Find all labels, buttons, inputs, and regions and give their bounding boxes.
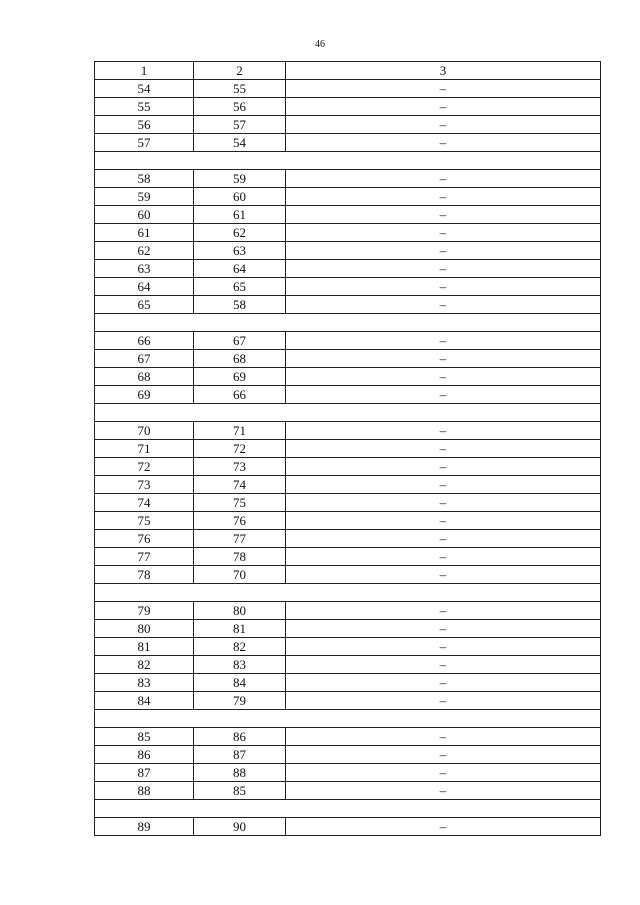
table-cell-col2: 54 — [194, 134, 286, 152]
table-cell-col1: 81 — [95, 638, 194, 656]
separator-cell — [95, 584, 601, 602]
table-cell-col2: 70 — [194, 566, 286, 584]
table-cell-col1: 84 — [95, 692, 194, 710]
table-cell-col1: 73 — [95, 476, 194, 494]
table-cell-col1: 87 — [95, 764, 194, 782]
table-cell-col2: 85 — [194, 782, 286, 800]
table-cell-col3: – — [286, 458, 601, 476]
table-cell-col3: – — [286, 782, 601, 800]
table-cell-col1: 55 — [95, 98, 194, 116]
table-cell-col3: – — [286, 674, 601, 692]
table-row — [95, 494, 601, 512]
table-cell-col2: 86 — [194, 728, 286, 746]
table-cell-col1: 65 — [95, 296, 194, 314]
table-cell-col3: – — [286, 188, 601, 206]
table-cell-col1: 86 — [95, 746, 194, 764]
table-cell-col1: 71 — [95, 440, 194, 458]
table-cell-col1: 82 — [95, 656, 194, 674]
table-cell-col2: 77 — [194, 530, 286, 548]
table-row — [95, 458, 601, 476]
table-row — [95, 386, 601, 404]
separator-cell — [95, 800, 601, 818]
table-row — [95, 746, 601, 764]
table-cell-col2: 88 — [194, 764, 286, 782]
table-cell-col3: – — [286, 170, 601, 188]
table-cell-col2: 76 — [194, 512, 286, 530]
table-row — [95, 98, 601, 116]
table-cell-col2: 59 — [194, 170, 286, 188]
table-cell-col3: – — [286, 260, 601, 278]
table-cell-col2: 66 — [194, 386, 286, 404]
group-separator-row — [95, 584, 601, 602]
table-cell-col2: 82 — [194, 638, 286, 656]
table-row — [95, 764, 601, 782]
table-cell-col1: 64 — [95, 278, 194, 296]
table-cell-col2: 64 — [194, 260, 286, 278]
table-cell-col2: 78 — [194, 548, 286, 566]
table-row — [95, 296, 601, 314]
table-cell-col3: – — [286, 206, 601, 224]
table-cell-col3: – — [286, 512, 601, 530]
table-row — [95, 422, 601, 440]
table-row — [95, 728, 601, 746]
table-cell-col3: – — [286, 350, 601, 368]
table-cell-col2: 68 — [194, 350, 286, 368]
group-separator-row — [95, 314, 601, 332]
table-cell-col3: – — [286, 476, 601, 494]
separator-cell — [95, 314, 601, 332]
table-cell-col2: 87 — [194, 746, 286, 764]
separator-cell — [95, 152, 601, 170]
table-cell-col1: 63 — [95, 260, 194, 278]
table-cell-col3: – — [286, 530, 601, 548]
table-cell-col2: 63 — [194, 242, 286, 260]
table-cell-col2: 73 — [194, 458, 286, 476]
table-cell-col1: 78 — [95, 566, 194, 584]
table-cell-col2: 67 — [194, 332, 286, 350]
table-cell-col2: 60 — [194, 188, 286, 206]
table-cell-col1: 79 — [95, 602, 194, 620]
table-row — [95, 818, 601, 836]
table-row — [95, 368, 601, 386]
table-cell-col1: 59 — [95, 188, 194, 206]
group-separator-row — [95, 800, 601, 818]
table-row — [95, 206, 601, 224]
group-separator-row — [95, 152, 601, 170]
table-cell-col3: – — [286, 368, 601, 386]
table-cell-col3: – — [286, 566, 601, 584]
table-cell-col3: – — [286, 620, 601, 638]
table-row — [95, 350, 601, 368]
table-cell-col2: 56 — [194, 98, 286, 116]
table-cell-col2: 75 — [194, 494, 286, 512]
table-cell-col1: 74 — [95, 494, 194, 512]
table-cell-col3: – — [286, 818, 601, 836]
table-cell-col3: – — [286, 332, 601, 350]
table-cell-col1: 69 — [95, 386, 194, 404]
table-cell-col1: 77 — [95, 548, 194, 566]
separator-cell — [95, 404, 601, 422]
header-cell-col3: 3 — [286, 62, 601, 80]
table-cell-col1: 60 — [95, 206, 194, 224]
table-cell-col3: – — [286, 494, 601, 512]
table-cell-col3: – — [286, 242, 601, 260]
table-row — [95, 638, 601, 656]
table-row — [95, 260, 601, 278]
page-number: 46 — [315, 39, 325, 50]
group-separator-row — [95, 404, 601, 422]
table-row — [95, 656, 601, 674]
table-row — [95, 188, 601, 206]
table-row — [95, 620, 601, 638]
table-cell-col1: 54 — [95, 80, 194, 98]
table-cell-col3: – — [286, 728, 601, 746]
table-cell-col2: 65 — [194, 278, 286, 296]
table-row — [95, 242, 601, 260]
table-row — [95, 674, 601, 692]
table-cell-col3: – — [286, 764, 601, 782]
table-cell-col3: – — [286, 440, 601, 458]
table-cell-col3: – — [286, 422, 601, 440]
table-cell-col3: – — [286, 278, 601, 296]
table-row — [95, 782, 601, 800]
table-cell-col3: – — [286, 746, 601, 764]
header-row — [95, 62, 601, 80]
table-cell-col2: 81 — [194, 620, 286, 638]
table-cell-col3: – — [286, 692, 601, 710]
table-cell-col1: 66 — [95, 332, 194, 350]
table-body — [95, 62, 601, 836]
table-cell-col1: 88 — [95, 782, 194, 800]
table-cell-col1: 68 — [95, 368, 194, 386]
table-cell-col1: 61 — [95, 224, 194, 242]
table-row — [95, 566, 601, 584]
table-cell-col3: – — [286, 116, 601, 134]
table-cell-col2: 58 — [194, 296, 286, 314]
table-cell-col1: 62 — [95, 242, 194, 260]
group-separator-row — [95, 710, 601, 728]
table-cell-col1: 75 — [95, 512, 194, 530]
table-row — [95, 476, 601, 494]
table-cell-col2: 62 — [194, 224, 286, 242]
table-row — [95, 278, 601, 296]
table-row — [95, 134, 601, 152]
table-row — [95, 512, 601, 530]
table-cell-col3: – — [286, 224, 601, 242]
table-cell-col1: 89 — [95, 818, 194, 836]
table-row — [95, 440, 601, 458]
header-cell-col2: 2 — [194, 62, 286, 80]
table-row — [95, 170, 601, 188]
table-cell-col3: – — [286, 638, 601, 656]
table-cell-col1: 85 — [95, 728, 194, 746]
table-row — [95, 602, 601, 620]
table-cell-col1: 70 — [95, 422, 194, 440]
table-cell-col3: – — [286, 98, 601, 116]
table-cell-col3: – — [286, 602, 601, 620]
table-cell-col2: 79 — [194, 692, 286, 710]
table-cell-col1: 72 — [95, 458, 194, 476]
table-cell-col2: 83 — [194, 656, 286, 674]
table-row — [95, 548, 601, 566]
table-cell-col1: 76 — [95, 530, 194, 548]
table-cell-col1: 67 — [95, 350, 194, 368]
table-cell-col1: 56 — [95, 116, 194, 134]
table-cell-col2: 55 — [194, 80, 286, 98]
table-cell-col1: 58 — [95, 170, 194, 188]
table-cell-col1: 57 — [95, 134, 194, 152]
data-table — [94, 61, 601, 836]
table-cell-col2: 57 — [194, 116, 286, 134]
table-cell-col3: – — [286, 296, 601, 314]
table-cell-col2: 84 — [194, 674, 286, 692]
table-row — [95, 224, 601, 242]
table-cell-col3: – — [286, 134, 601, 152]
table-row — [95, 116, 601, 134]
table-row — [95, 332, 601, 350]
table-cell-col2: 61 — [194, 206, 286, 224]
table-row — [95, 530, 601, 548]
table-cell-col2: 80 — [194, 602, 286, 620]
table-cell-col3: – — [286, 80, 601, 98]
header-cell-col1: 1 — [95, 62, 194, 80]
table-cell-col1: 83 — [95, 674, 194, 692]
table-cell-col2: 71 — [194, 422, 286, 440]
table-cell-col3: – — [286, 656, 601, 674]
table-cell-col2: 72 — [194, 440, 286, 458]
table-cell-col3: – — [286, 548, 601, 566]
table-row — [95, 80, 601, 98]
separator-cell — [95, 710, 601, 728]
table-row — [95, 692, 601, 710]
table-cell-col2: 90 — [194, 818, 286, 836]
table-cell-col3: – — [286, 386, 601, 404]
table-cell-col2: 69 — [194, 368, 286, 386]
table-cell-col1: 80 — [95, 620, 194, 638]
table-cell-col2: 74 — [194, 476, 286, 494]
